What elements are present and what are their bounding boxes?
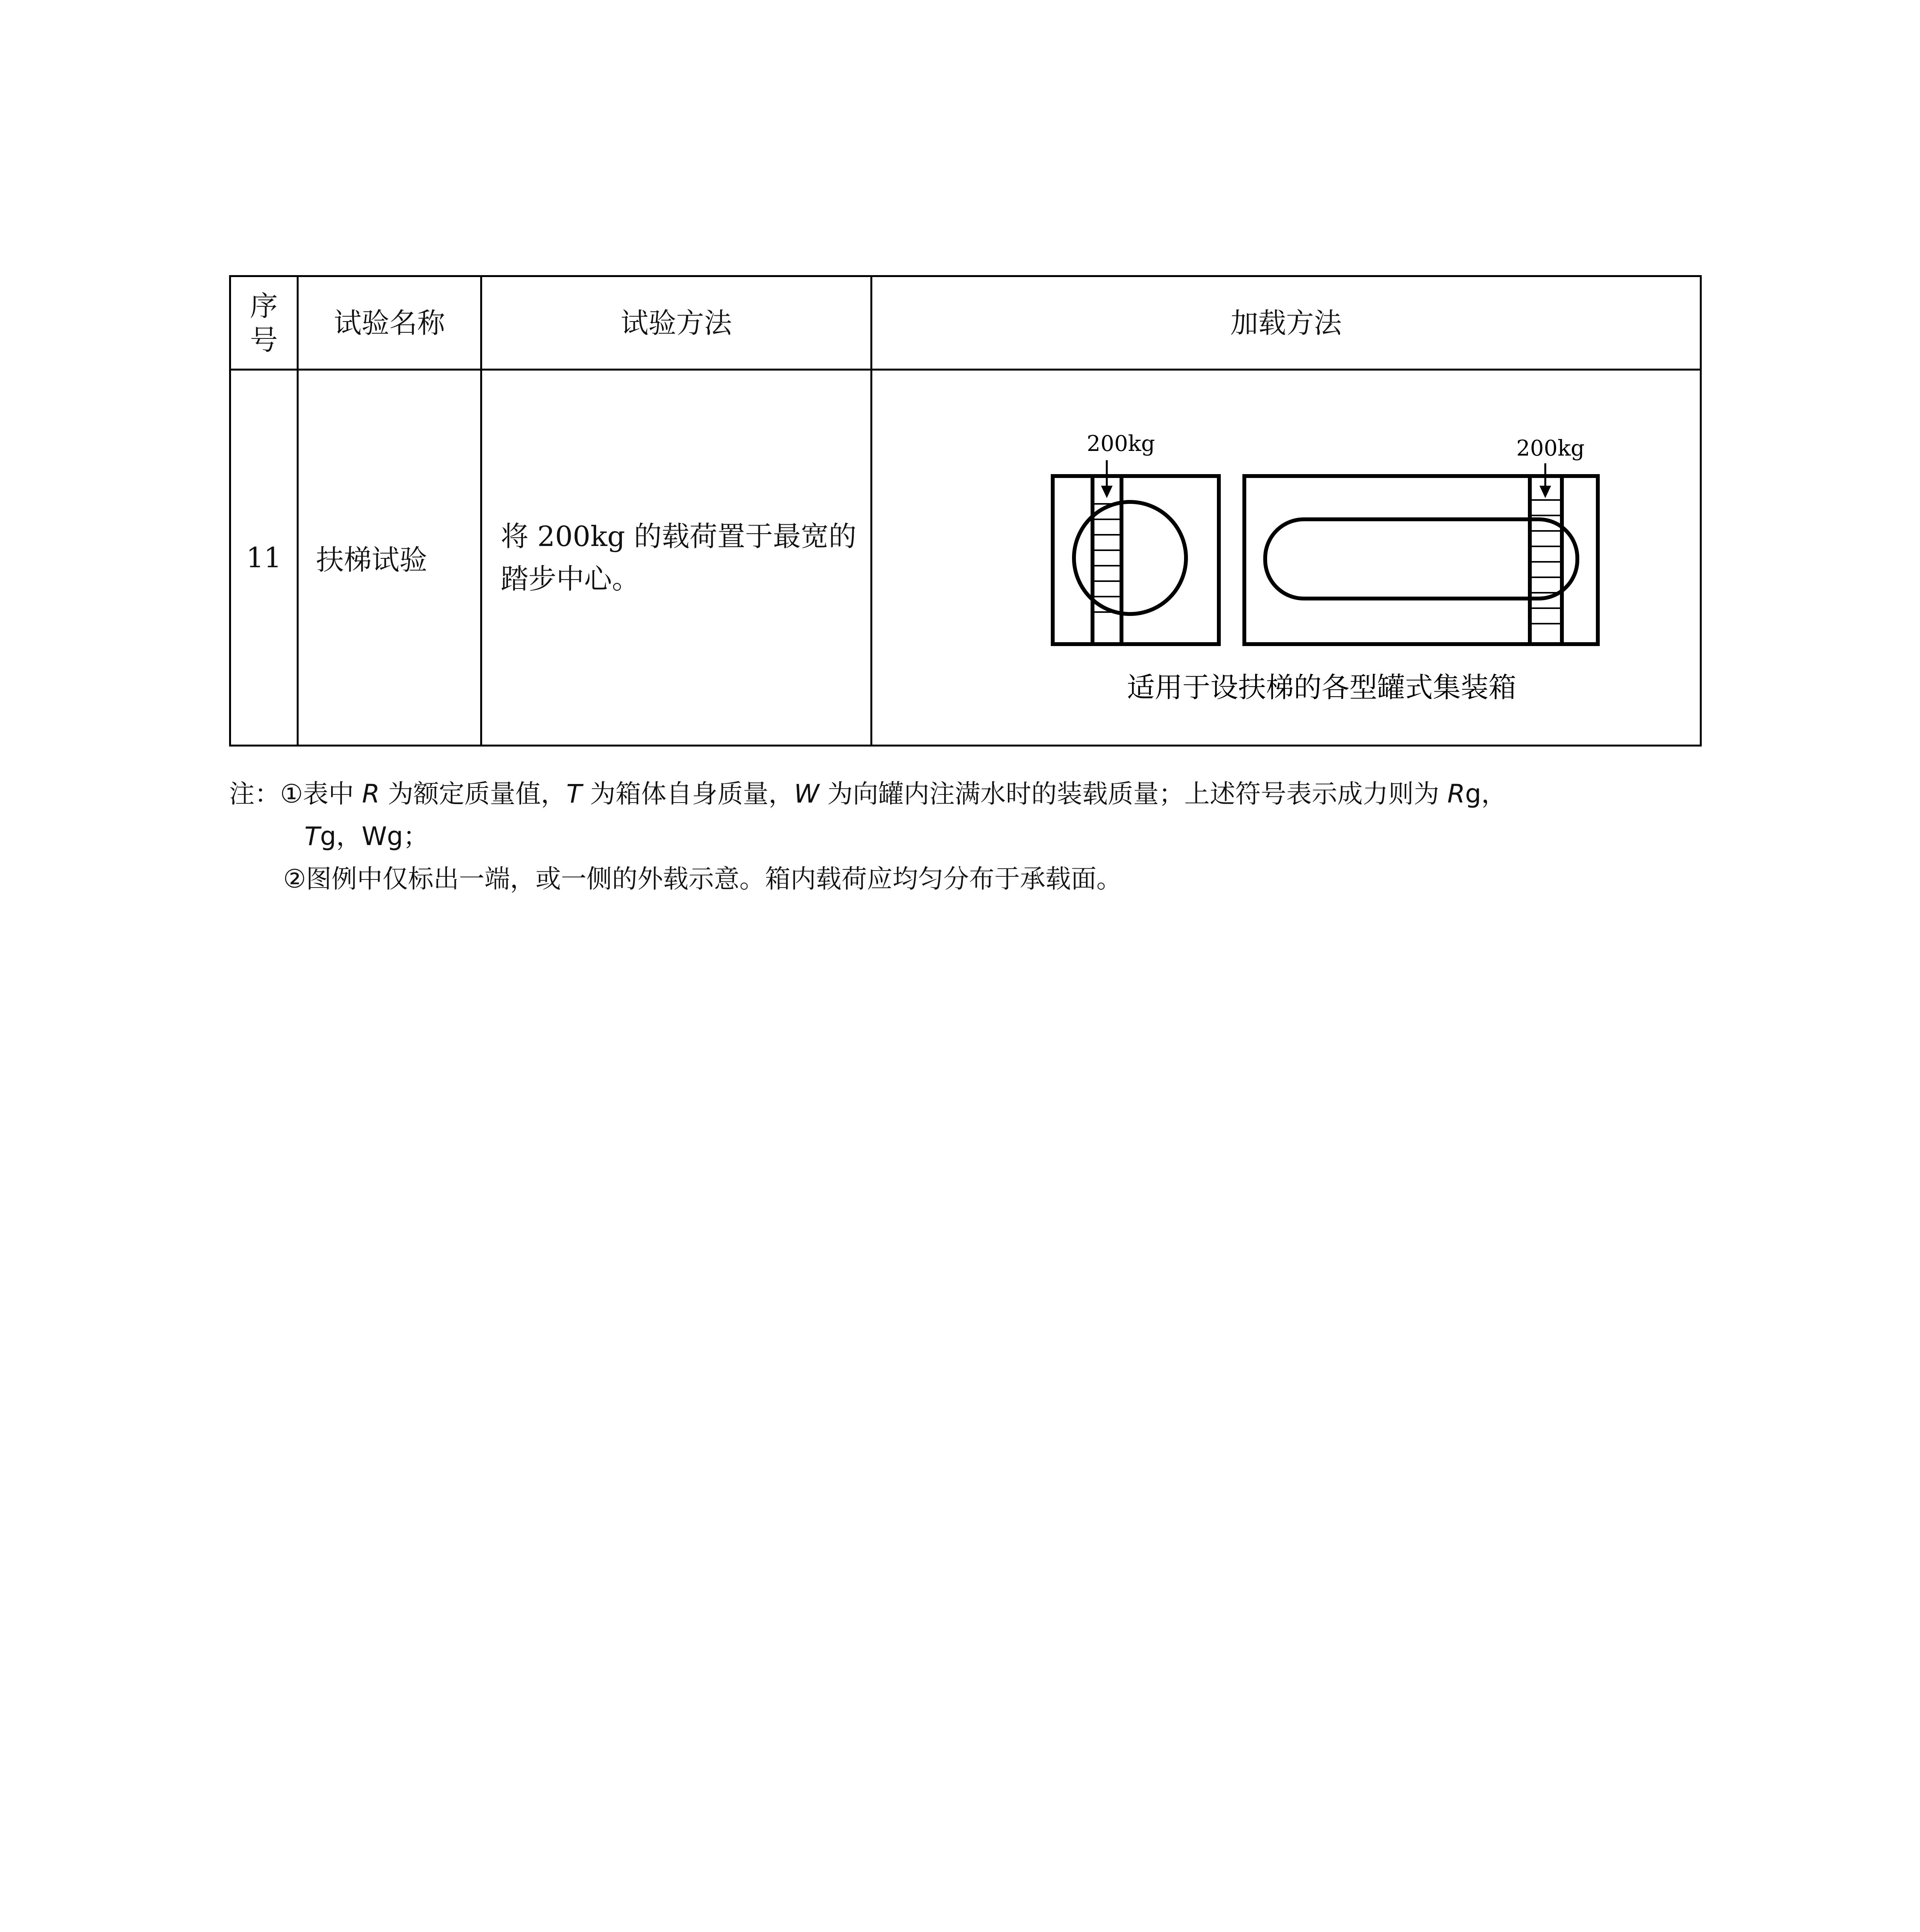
note-1-text-d: 为向罐内注满水时的装载质量；上述符号表示成力则为 <box>819 779 1448 809</box>
note-1-text-b: 为额定质量值， <box>380 779 566 809</box>
note-1-symbol-tg: T <box>304 821 320 851</box>
note-1-text-a: 注：①表中 <box>229 779 362 809</box>
note-1-symbol-r: R <box>362 779 380 809</box>
end-view-figure <box>1053 460 1219 644</box>
note-1-symbol-w: W <box>794 779 819 809</box>
header-no <box>230 276 298 370</box>
row-no: 11 <box>230 370 298 746</box>
note-1-symbol-t: T <box>566 779 582 809</box>
row-method-line1: 将 200kg 的载荷置于最宽的 <box>501 520 856 553</box>
header-no-line2: 号 <box>250 323 278 356</box>
header-no-line1: 序 <box>250 289 278 322</box>
side-view-frame <box>1244 476 1598 644</box>
row-name: 扶梯试验 <box>298 370 481 746</box>
ladder-rungs <box>1093 504 1121 612</box>
diagram-caption: 适用于设扶梯的各型罐式集装箱 <box>1127 671 1517 704</box>
header-method: 试验方法 <box>481 276 872 370</box>
load-label-left: 200kg <box>1087 431 1155 456</box>
note-1-continuation <box>229 815 1709 858</box>
note-1-symbol-rg: R <box>1447 779 1465 809</box>
test-spec-table <box>229 275 1702 747</box>
side-view-figure <box>1244 463 1598 644</box>
load-label-right: 200kg <box>1516 436 1585 461</box>
table-header-row <box>230 276 1701 370</box>
note-1-text-c: 为箱体自身质量， <box>582 779 794 809</box>
note-1 <box>229 773 1709 815</box>
note-1-text-f: g，Wg； <box>320 821 429 851</box>
note-1-text-e: g， <box>1465 779 1507 809</box>
row-method-line2: 踏步中心。 <box>501 563 640 595</box>
load-arrow-left-head <box>1101 486 1113 498</box>
header-name: 试验名称 <box>298 276 481 370</box>
ladder-load-diagram <box>872 371 1695 745</box>
load-arrow-right-head <box>1539 486 1551 498</box>
header-load: 加载方法 <box>872 276 1701 370</box>
table-notes <box>229 773 1709 900</box>
row-method <box>481 370 872 746</box>
table-row <box>230 370 1701 746</box>
row-load-diagram-cell <box>872 370 1701 746</box>
note-2: ②图例中仅标出一端，或一侧的外载示意。箱内载荷应均匀分布于承载面。 <box>283 864 1122 894</box>
